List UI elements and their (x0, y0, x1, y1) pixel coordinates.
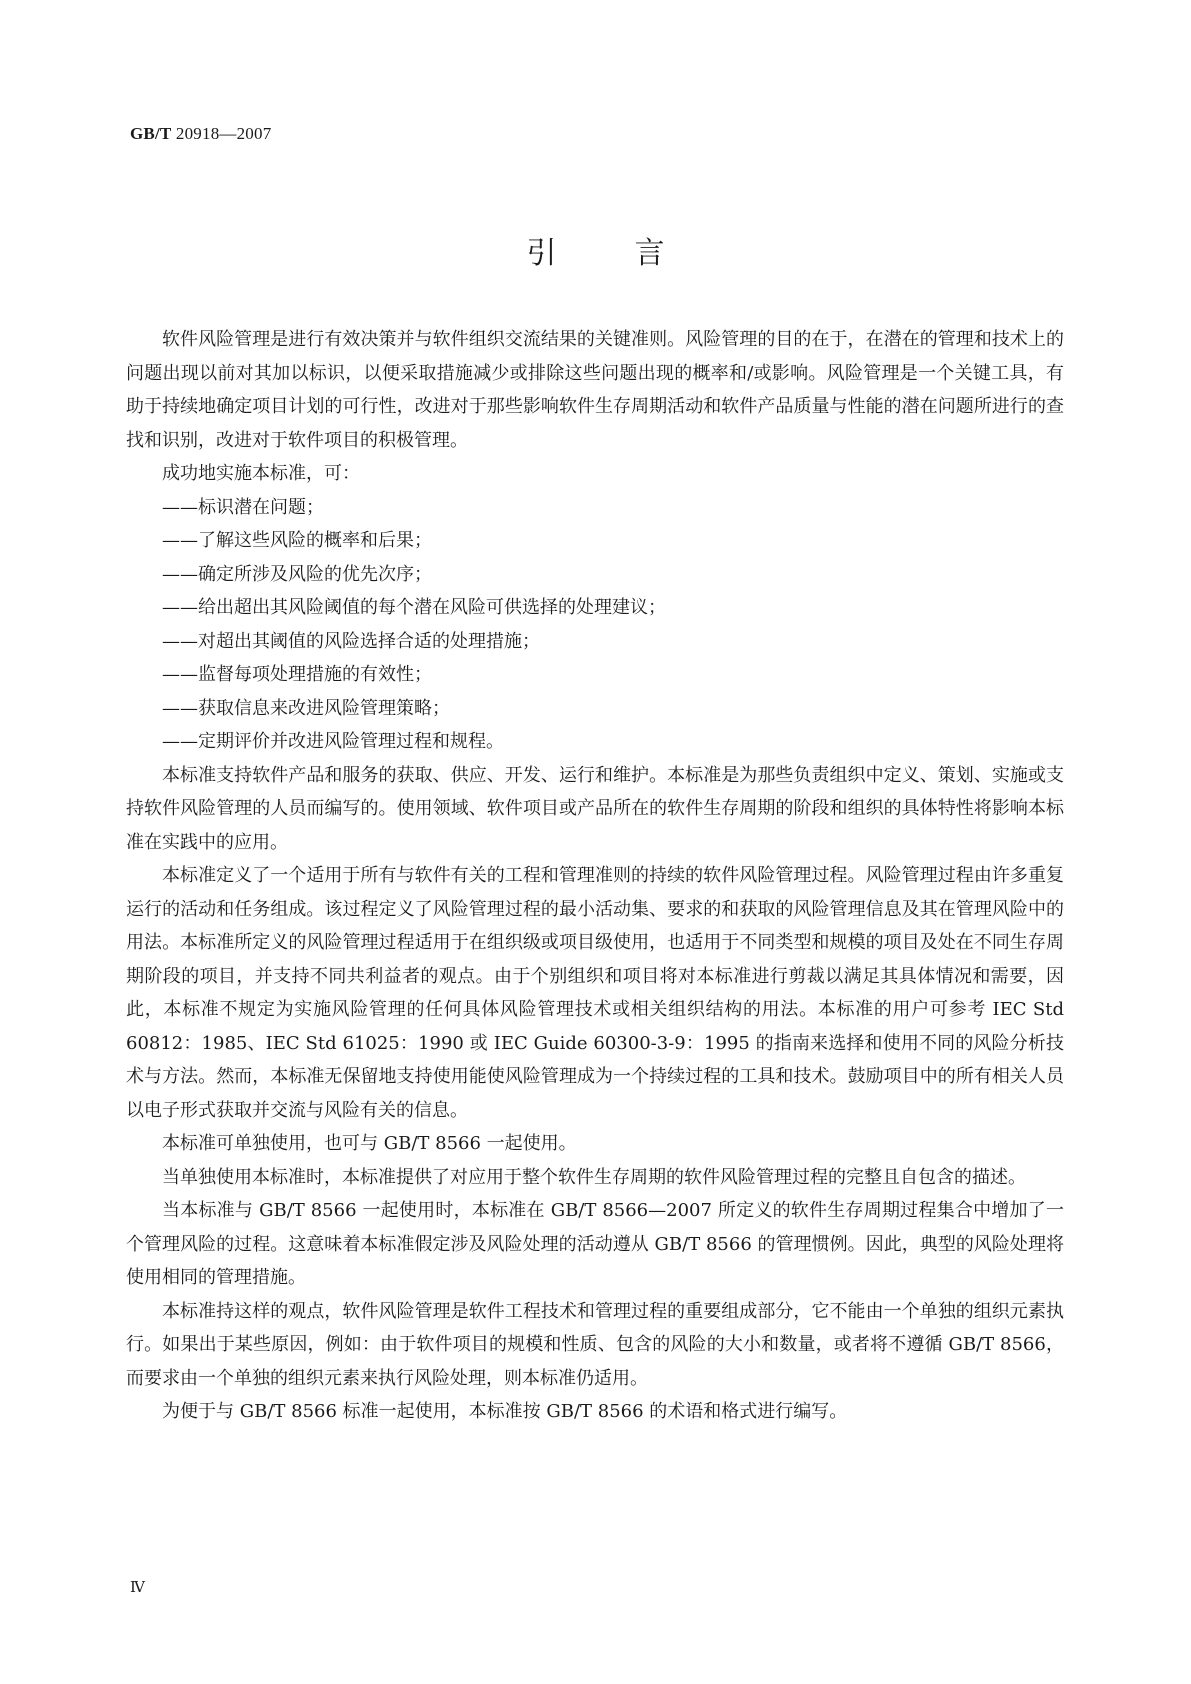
document-body (126, 323, 1064, 1429)
paragraph-purpose: 软件风险管理是进行有效决策并与软件组织交流结果的关键准则。风险管理的目的在于，在潜在的管理和技术上的问题出现以前对其加以标识，以便采取措施减少或排除这些问题出现的概率和/或影响。风险管理是一个关键工具，有助于持续地确定项目计划的可行性，改进对于那些影响软件生存周期活动和软件产品质量与性能的潜在问题所进行的查找和识别，改进对于软件项目的积极管理。 (126, 329, 1064, 451)
list-item: ——确定所涉及风险的优先次序； (162, 563, 432, 585)
standard-code (130, 124, 271, 144)
list-item: ——对超出其阈值的风险选择合适的处理措施； (162, 630, 540, 652)
page-number: Ⅳ (130, 1580, 145, 1596)
paragraph-usage: 本标准可单独使用，也可与 GB/T 8566 一起使用。 (162, 1133, 577, 1154)
paragraph-process-definition: 本标准定义了一个适用于所有与软件有关的工程和管理准则的持续的软件风险管理过程。风险管理过程由许多重复运行的活动和任务组成。该过程定义了风险管理过程的最小活动集、要求的和获取的风险管理信息及其在管理风险中的用法。本标准所定义的风险管理过程适用于在组织级或项目级使用，也适用于不同类型和规模的项目及处在不同生存周期阶段的项目，并支持不同共利益者的观点。由于个别组织和项目将对本标准进行剪裁以满足其具体情况和需要，因此，本标准不规定为实施风险管理的任何具体风险管理技术或相关组织结构的用法。本标准的用户可参考 IEC Std 60812：1985、IEC Std 61025：1990 或 IEC Guide 60300-3-9：1995 的指南来选择和使用不同的风险分析技术与方法。然而，本标准无保留地支持使用能使风险管理成为一个持续过程的工具和技术。鼓励项目中的所有相关人员以电子形式获取并交流与风险有关的信息。 (126, 865, 1064, 1121)
paragraph-scope: 本标准支持软件产品和服务的获取、供应、开发、运行和维护。本标准是为那些负责组织中定义、策划、实施或支持软件风险管理的人员而编写的。使用领域、软件项目或产品所在的软件生存周期的阶段和组织的具体特性将影响本标准在实践中的应用。 (126, 764, 1064, 853)
paragraph-benefits-intro: 成功地实施本标准，可： (162, 463, 360, 484)
list-item: ——了解这些风险的概率和后果； (162, 530, 432, 551)
list-item: ——定期评价并改进风险管理过程和规程。 (162, 731, 504, 752)
paragraph-combined-use: 当本标准与 GB/T 8566 一起使用时，本标准在 GB/T 8566—2007 所定义的软件生存周期过程集合中增加了一个管理风险的过程。这意味着本标准假定涉及风险处理的活动遵从 GB/T 8566 的管理惯例。因此，典型的风险处理将使用相同的管理措施。 (126, 1200, 1064, 1288)
list-item: ——给出超出其风险阈值的每个潜在风险可供选择的处理建议； (162, 597, 666, 618)
paragraph-terminology: 为便于与 GB/T 8566 标准一起使用，本标准按 GB/T 8566 的术语和格式进行编写。 (162, 1401, 848, 1422)
paragraph-viewpoint: 本标准持这样的观点，软件风险管理是软件工程技术和管理过程的重要组成部分，它不能由一个单独的组织元素执行。如果出于某些原因，例如：由于软件项目的规模和性质、包含的风险的大小和数量，或者将不遵循 GB/T 8566，而要求由一个单独的组织元素来执行风险处理，则本标准仍适用。 (126, 1300, 1064, 1389)
page-title: 引言 (526, 236, 743, 271)
standard-code-prefix: GB/T (130, 124, 172, 143)
list-item: ——标识潜在问题； (162, 496, 324, 518)
list-item: ——监督每项处理措施的有效性； (162, 664, 432, 685)
paragraph-standalone-use: 当单独使用本标准时，本标准提供了对应用于整个软件生存周期的软件风险管理过程的完整且自包含的描述。 (162, 1166, 1026, 1188)
list-item: ——获取信息来改进风险管理策略； (162, 697, 450, 719)
standard-code-number: 20918—2007 (175, 124, 272, 143)
